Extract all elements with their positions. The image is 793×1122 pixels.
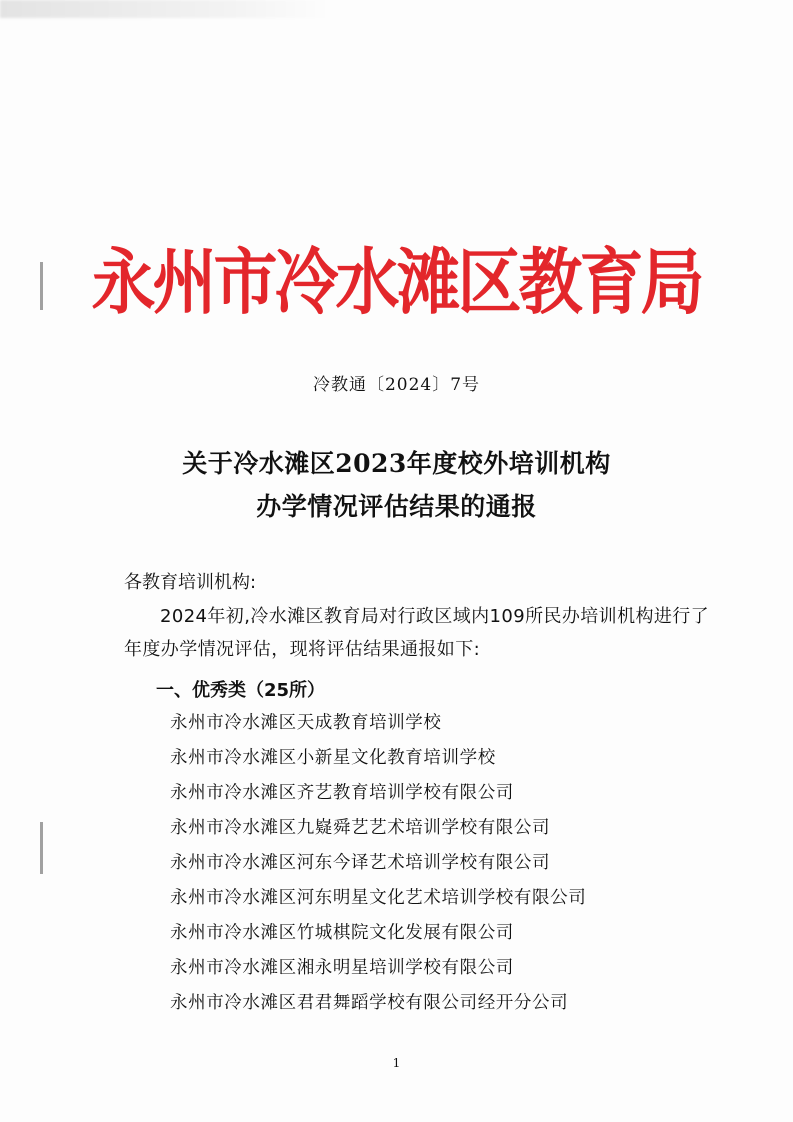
issuing-authority-header: 永州市冷水滩区教育局 xyxy=(91,240,702,325)
salutation: 各教育培训机构: xyxy=(124,572,257,593)
list-item: 永州市冷水滩区天成教育培训学校 xyxy=(170,713,442,733)
document-number: 冷教通〔2024〕7号 xyxy=(312,375,481,395)
page-number: 1 xyxy=(392,1056,401,1070)
section-heading-excellent: 一、优秀类（25所） xyxy=(156,680,326,701)
scan-artifact xyxy=(0,0,330,18)
list-item: 永州市冷水滩区河东明星文化艺术培训学校有限公司 xyxy=(170,888,587,908)
list-item: 永州市冷水滩区湘永明星培训学校有限公司 xyxy=(170,958,514,978)
document-title-line-1: 关于冷水滩区2023年度校外培训机构 xyxy=(182,449,611,478)
excellent-institution-list xyxy=(170,706,586,1021)
list-item: 永州市冷水滩区河东今译艺术培训学校有限公司 xyxy=(170,853,551,873)
list-item: 永州市冷水滩区君君舞蹈学校有限公司经开分公司 xyxy=(170,993,569,1013)
binding-mark xyxy=(40,822,43,874)
list-item: 永州市冷水滩区九嶷舜艺艺术培训学校有限公司 xyxy=(170,818,551,838)
list-item: 永州市冷水滩区齐艺教育培训学校有限公司 xyxy=(170,783,514,803)
list-item: 永州市冷水滩区小新星文化教育培训学校 xyxy=(170,748,496,768)
intro-paragraph: 2024年初,冷水滩区教育局对行政区域内109所民办培训机构进行了年度办学情况评估，现将评估结果通报如下: xyxy=(124,606,710,660)
list-item: 永州市冷水滩区竹城棋院文化发展有限公司 xyxy=(170,923,514,943)
document-title-line-2: 办学情况评估结果的通报 xyxy=(256,492,537,521)
